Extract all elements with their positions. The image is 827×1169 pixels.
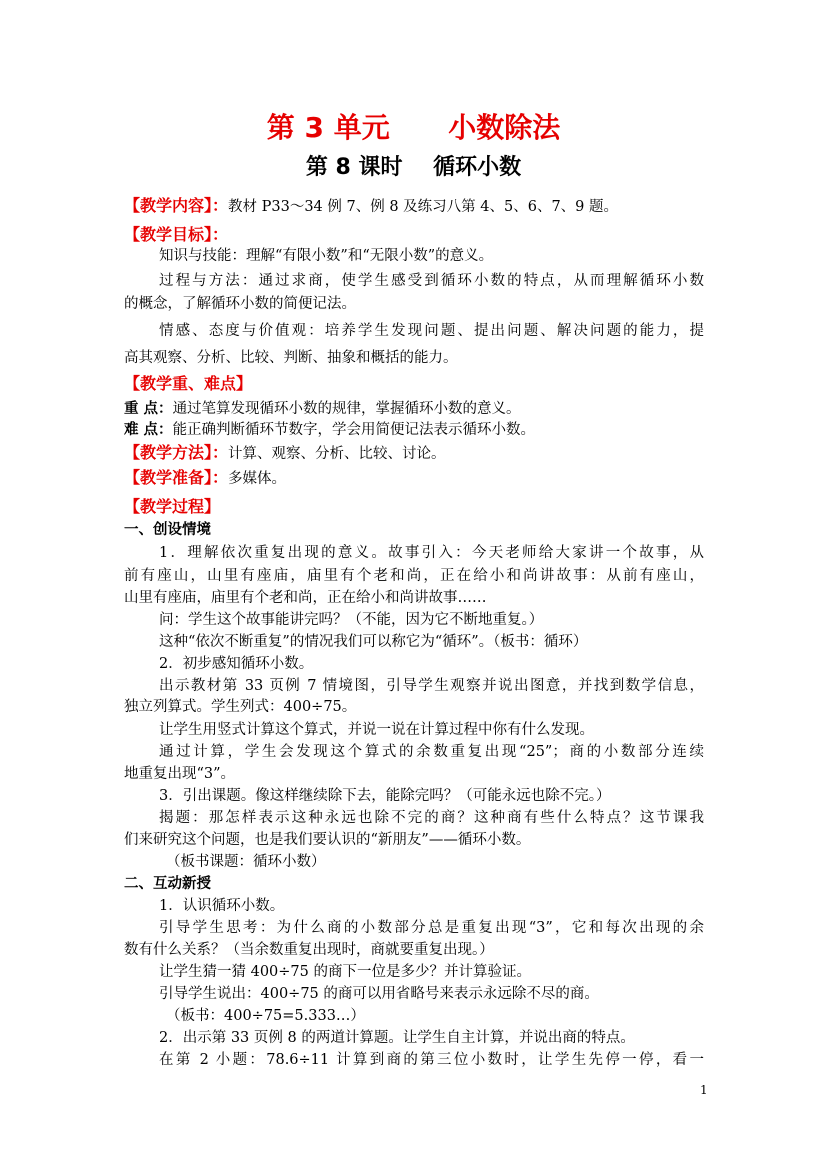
part1-paragraph-line: 通过计算，学生会发现这个算式的余数重复出现“25”；商的小数部分连续 [159, 744, 704, 760]
part2-paragraph-line: 数有什么关系？（当余数重复出现时，商就要重复出现。） [124, 942, 494, 958]
key-point-label: 重 点： [124, 401, 173, 417]
teaching-methods-text: 计算、观察、分析、比较、讨论。 [228, 446, 446, 462]
teaching-content-line [124, 196, 704, 217]
teaching-methods-line [124, 443, 704, 464]
teaching-process-line [124, 497, 704, 518]
part1-paragraph-line: 2．初步感知循环小数。 [159, 656, 314, 672]
part1-paragraph-line: 地重复出现“3”。 [124, 766, 236, 782]
page-number: 1 [700, 1083, 708, 1097]
goal-emotion-line1: 情感、态度与价值观：培养学生发现问题、提出问题、解决问题的能力，提 [159, 323, 704, 339]
teaching-goals-line [124, 225, 704, 246]
part1-paragraph-line: 前有座山，山里有座庙，庙里有个老和尚，正在给小和尚讲故事：从前有座山， [124, 568, 704, 584]
part1-paragraph-line: （板书课题：循环小数） [166, 854, 326, 870]
teaching-prep-line [124, 468, 704, 489]
part1-paragraph-line: 问：学生这个故事能讲完吗？（不能，因为它不断地重复。） [159, 612, 544, 628]
part1-paragraph-line: 出示教材第 33 页例 7 情境图，引导学生观察并说出图意，并找到数学信息， [159, 678, 704, 694]
part2-paragraph-line: 引导学生说出：400÷75 的商可以用省略号来表示永远除不尽的商。 [159, 986, 599, 1002]
part2-paragraph-line: 让学生猜一猜 400÷75 的商下一位是多少？并计算验证。 [159, 964, 531, 980]
teaching-process-label: 【教学过程】 [124, 497, 221, 516]
difficult-point-label: 难 点： [124, 422, 173, 438]
teaching-methods-label: 【教学方法】： [124, 443, 229, 462]
goal-knowledge: 知识与技能：理解“有限小数”和“无限小数”的意义。 [159, 248, 494, 264]
keypoints-label: 【教学重、难点】 [124, 374, 253, 393]
part1-paragraph-line: 这种“依次不断重复”的情况我们可以称它为“循环”。（板书：循环） [159, 634, 588, 650]
goal-process-line2: 的概念，了解循环小数的简便记法。 [124, 296, 356, 312]
teaching-content-label: 【教学内容】： [124, 196, 229, 215]
part2-paragraph-line: 在第 2 小题：78.6÷11 计算到商的第三位小数时，让学生先停一停，看一 [159, 1052, 704, 1068]
difficult-point-line [124, 420, 704, 440]
part1-paragraph-line: 山里有座庙，庙里有个老和尚，正在给小和尚讲故事…… [124, 590, 487, 606]
part1-heading: 一、创设情境 [124, 522, 211, 538]
part1-paragraph-line: 们来研究这个问题，也是我们要认识的“新朋友”——循环小数。 [124, 832, 531, 848]
part1-paragraph-line: 1．理解依次重复出现的意义。故事引入：今天老师给大家讲一个故事，从 [159, 545, 704, 561]
keypoints-line [124, 374, 704, 395]
goal-emotion-line2: 高其观察、分析、比较、判断、抽象和概括的能力。 [124, 350, 458, 366]
goal-process-line1: 过程与方法：通过求商，使学生感受到循环小数的特点，从而理解循环小数 [159, 273, 704, 289]
key-point-text: 通过笔算发现循环小数的规律，掌握循环小数的意义。 [172, 401, 521, 417]
part2-paragraph-line: （板书：400÷75=5.333…） [166, 1008, 365, 1024]
teaching-content-text: 教材 P33～34 例 7、例 8 及练习八第 4、5、6、7、9 题。 [228, 199, 619, 215]
part1-paragraph-line: 揭题：那怎样表示这种永远也除不完的商？这种商有些什么特点？这节课我 [159, 810, 704, 826]
part1-paragraph-line: 让学生用竖式计算这个算式，并说一说在计算过程中你有什么发现。 [159, 722, 594, 738]
part2-paragraph-line: 1．认识循环小数。 [159, 898, 285, 914]
unit-title: 第 3 单元 小数除法 [266, 111, 561, 144]
teaching-prep-text: 多媒体。 [228, 471, 287, 487]
part2-paragraph-line: 引导学生思考：为什么商的小数部分总是重复出现“3”，它和每次出现的余 [159, 920, 704, 936]
teaching-prep-label: 【教学准备】： [124, 468, 229, 487]
lesson-title: 第 8 课时 循环小数 [305, 155, 522, 180]
key-point-line [124, 399, 704, 419]
teaching-goals-label: 【教学目标】： [124, 225, 229, 244]
part2-heading: 二、互动新授 [124, 876, 211, 892]
part1-paragraph-line: 独立列算式。学生列式：400÷75。 [124, 699, 357, 715]
difficult-point-text: 能正确判断循环节数字，学会用简便记法表示循环小数。 [172, 422, 536, 438]
part2-paragraph-line: 2．出示第 33 页例 8 的两道计算题。让学生自主计算，并说出商的特点。 [159, 1030, 635, 1046]
part1-paragraph-line: 3．引出课题。像这样继续除下去，能除完吗？（可能永远也除不完。） [159, 788, 611, 804]
